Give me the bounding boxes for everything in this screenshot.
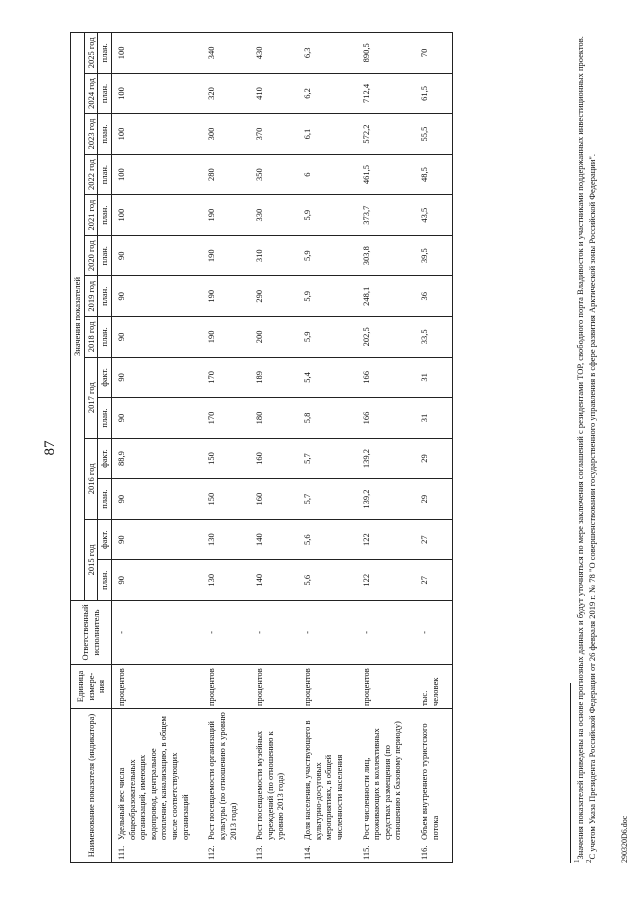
table-row [357,32,416,862]
value-cell: 122 [357,519,416,560]
value-cell: 5,7 [298,479,357,520]
value-cell: 90 [111,276,202,317]
indicator-name: Рост посещаемости организаций культуры (по отношению к уровню 2013 года) [206,712,238,840]
indicator-name-cell [298,709,357,863]
indicator-name: Удельный вес числа общеобразовательных организаций, имеющих водопровод, центральное отопление, канализацию, в общем числе соответствующих организаций [115,716,190,840]
value-cell: 90 [111,357,202,398]
value-cell: 160 [250,479,298,520]
footnote-rule [570,683,571,863]
indicator-name-cell [202,709,250,863]
year-header: 2022 год [84,154,98,195]
value-cell: 5,9 [298,195,357,236]
unit-cell: тыс. человек [415,665,453,709]
year-header: 2017 год [84,357,98,438]
table-row [250,32,298,862]
plan-fact-header: план. [98,398,112,439]
footnote-list [573,33,598,863]
responsible-cell: - [202,601,250,665]
value-cell: 122 [357,560,416,601]
footnote-text: Значения показателей приведены на основе прогнозных данных и будут уточняться по мере заключения соглашений с резидентами ТОР, свободного порта Владивосток и участниками поддержанных инвестиционных проектов. [574,36,585,860]
value-cell: 130 [202,560,250,601]
plan-fact-header: факт. [98,438,112,479]
value-cell: 27 [415,519,453,560]
indicator-name-cell [415,709,453,863]
indicator-name: Доля населения, участвующего в культурно-досуговых мероприятиях, в общей численности населения [302,720,344,840]
value-cell: 6,3 [298,32,357,73]
footnote [585,33,597,863]
value-cell: 100 [111,195,202,236]
value-cell: 430 [250,32,298,73]
value-cell: 330 [250,195,298,236]
unit-column-header: Единица измере-ния [71,665,112,709]
unit-cell: процентов [202,665,250,709]
value-cell: 5,9 [298,235,357,276]
responsible-cell: - [111,601,202,665]
row-number: 115. [360,845,371,860]
row-number: 114. [302,845,312,860]
unit-cell: процентов [250,665,298,709]
value-cell: 48,5 [415,154,453,195]
value-cell: 140 [250,519,298,560]
value-cell: 180 [250,398,298,439]
value-cell: 200 [250,317,298,358]
plan-fact-header: план. [98,276,112,317]
footnotes [570,33,598,863]
value-cell: 340 [202,32,250,73]
value-cell: 189 [250,357,298,398]
value-cell: 190 [202,317,250,358]
plan-fact-header: план. [98,560,112,601]
row-number: 112. [206,845,217,860]
value-cell: 100 [111,73,202,114]
value-cell: 5,6 [298,519,357,560]
value-cell: 170 [202,357,250,398]
value-cell: 88,9 [111,438,202,479]
value-cell: 100 [111,154,202,195]
value-cell: 303,8 [357,235,416,276]
year-header: 2019 год [84,276,98,317]
value-cell: 712,4 [357,73,416,114]
table-row [111,32,202,862]
unit-cell: процентов [357,665,416,709]
indicator-name-cell [357,709,416,863]
year-header: 2025 год [84,32,98,73]
value-cell: 5,4 [298,357,357,398]
responsible-cell: - [357,601,416,665]
value-cell: 150 [202,479,250,520]
plan-fact-header: план. [98,32,112,73]
responsible-cell: - [250,601,298,665]
year-header: 2023 год [84,114,98,155]
indicator-name: Рост посещаемости музейных учреждений (по отношению к уровню 2013 года) [254,730,286,840]
value-cell: 90 [111,519,202,560]
value-cell: 139,2 [357,438,416,479]
value-cell: 160 [250,438,298,479]
value-cell: 100 [111,114,202,155]
responsible-cell: - [415,601,453,665]
value-cell: 166 [357,398,416,439]
value-cell: 5,9 [298,276,357,317]
plan-fact-header: план. [98,195,112,236]
value-cell: 5,6 [298,560,357,601]
year-header: 2018 год [84,317,98,358]
value-cell: 5,8 [298,398,357,439]
table-body [111,32,452,862]
rotated-page [40,33,630,863]
value-cell: 39,5 [415,235,453,276]
plan-fact-header: план. [98,479,112,520]
value-cell: 370 [250,114,298,155]
indicator-name: Рост численности лиц, проживающих в коллективных средствах размещения (по отношению к базовому периоду) [360,721,403,840]
value-cell: 190 [202,276,250,317]
plan-fact-header: план. [98,114,112,155]
value-cell: 290 [250,276,298,317]
table-row [298,32,357,862]
value-cell: 90 [111,560,202,601]
document-reference: 290320D6.doc [620,815,629,863]
plan-fact-header: факт. [98,357,112,398]
footnote-mark: 1 [573,859,581,863]
value-cell: 461,5 [357,154,416,195]
footnote-mark: 2 [585,859,594,863]
indicator-name-cell [111,709,202,863]
unit-cell: процентов [298,665,357,709]
indicators-table [70,32,453,863]
value-cell: 6,2 [298,73,357,114]
value-cell: 166 [357,357,416,398]
value-cell: 310 [250,235,298,276]
plan-fact-header: план. [98,154,112,195]
value-cell: 5,7 [298,438,357,479]
value-cell: 61,5 [415,73,453,114]
value-cell: 190 [202,235,250,276]
value-cell: 130 [202,519,250,560]
value-cell: 300 [202,114,250,155]
table-row [202,32,250,862]
row-number: 111. [115,845,126,860]
value-cell: 139,2 [357,479,416,520]
footnote-text: С учетом Указа Президента Российской Федерации от 26 февраля 2019 г. № 78 "О совершенствовании государственного управления в сфере развития Арктической зоны Российской Федерации". [587,154,598,860]
value-cell: 90 [111,398,202,439]
unit-cell: процентов [111,665,202,709]
year-header: 2020 год [84,235,98,276]
value-cell: 410 [250,73,298,114]
row-number: 116. [419,845,429,860]
value-cell: 31 [415,357,453,398]
value-cell: 36 [415,276,453,317]
name-column-header: Наименование показателя (индикатора) [71,709,112,863]
value-cell: 90 [111,235,202,276]
row-number: 113. [254,845,265,860]
page-number: 87 [42,440,58,456]
value-cell: 373,7 [357,195,416,236]
plan-fact-header: план. [98,235,112,276]
year-header: 2021 год [84,195,98,236]
value-cell: 27 [415,560,453,601]
value-cell: 33,5 [415,317,453,358]
footnote [573,33,585,863]
value-cell: 31 [415,398,453,439]
value-cell: 90 [111,317,202,358]
value-cell: 890,5 [357,32,416,73]
value-cell: 55,5 [415,114,453,155]
value-cell: 70 [415,32,453,73]
value-cell: 5,9 [298,317,357,358]
value-cell: 43,5 [415,195,453,236]
value-cell: 150 [202,438,250,479]
value-cell: 29 [415,438,453,479]
value-cell: 6,1 [298,114,357,155]
responsible-column-header: Ответственный исполнитель [71,601,112,665]
value-cell: 90 [111,479,202,520]
values-column-header: Значения показателей [71,32,85,600]
year-header: 2024 год [84,73,98,114]
value-cell: 350 [250,154,298,195]
value-cell: 202,5 [357,317,416,358]
year-header: 2015 год [84,519,98,600]
value-cell: 248,1 [357,276,416,317]
plan-fact-header: факт. [98,519,112,560]
value-cell: 29 [415,479,453,520]
responsible-cell: - [298,601,357,665]
plan-fact-header: план. [98,317,112,358]
table-row [415,32,453,862]
plan-fact-header: план. [98,73,112,114]
value-cell: 190 [202,195,250,236]
indicator-name-cell [250,709,298,863]
value-cell: 6 [298,154,357,195]
value-cell: 140 [250,560,298,601]
year-header: 2016 год [84,438,98,519]
indicator-name: Объем внутреннего туристского потока [419,723,440,840]
value-cell: 100 [111,32,202,73]
value-cell: 320 [202,73,250,114]
value-cell: 572,2 [357,114,416,155]
value-cell: 170 [202,398,250,439]
value-cell: 280 [202,154,250,195]
